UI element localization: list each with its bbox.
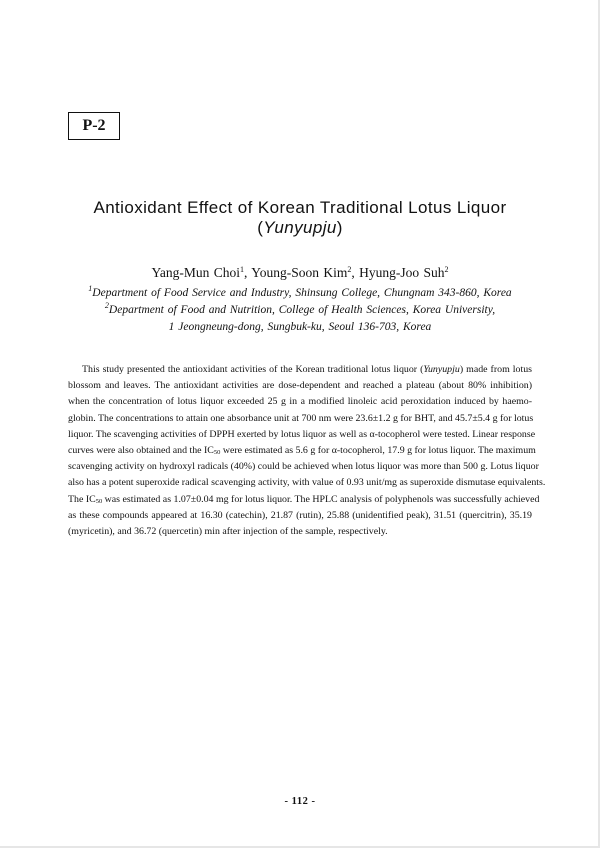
author-affil-mark: 1	[240, 265, 245, 274]
abstract-line	[68, 362, 532, 378]
abstract-line	[68, 443, 536, 459]
poster-label-text: P-2	[82, 117, 106, 134]
abstract-line: liquor. The scavenging activities of DPPH exerted by lotus liquor as well as α-tocopherol were tested. Linear response	[68, 428, 536, 440]
abstract-subscript: 50	[213, 449, 221, 457]
title-sub: Yunyupju	[263, 218, 337, 237]
abstract-line: globin. The concentrations to attain one absorbance unit at 700 nm were 23.6±1.2 g for BHT, and 45.7±5.4 g for lotus	[68, 412, 534, 424]
author-affil-mark: 2	[444, 265, 449, 274]
author-name: Young-Soon Kim	[251, 265, 348, 280]
paper-title	[0, 198, 600, 238]
affiliation-2-address	[0, 320, 600, 334]
page-number: - 112 -	[284, 796, 316, 807]
author-list	[0, 265, 600, 281]
abstract-text: curves were also obtained and the IC	[68, 445, 214, 457]
author-affil-mark: 2	[347, 265, 352, 274]
author-name: Hyung-Joo Suh	[359, 265, 445, 280]
author-separator: ,	[244, 265, 252, 280]
title-paren-close: )	[336, 218, 343, 237]
author-separator: ,	[351, 265, 360, 280]
abstract-text: ) made from lotus	[459, 364, 532, 375]
abstract-text: was estimated as 1.07±0.04 mg for lotus liquor. The HPLC analysis of polyphenols was successfully achieved	[102, 493, 540, 505]
abstract-text: This study presented the antioxidant activities of the Korean traditional lotus liquor (	[82, 364, 424, 375]
affiliation-2	[0, 303, 600, 317]
poster-label	[68, 112, 120, 140]
title-paren-open: (	[257, 218, 264, 237]
abstract-line: when the concentration of lotus liquor exceeded 25 g in a modified linoleic acid peroxidation induced by haemo-	[68, 396, 532, 408]
abstract-line: as these compounds appeared at 16.30 (catechin), 21.87 (rutin), 25.88 (unidentified peak), 31.51 (quercitrin), 35.19	[68, 509, 532, 521]
abstract-line: scavenging activity on hydroxyl radicals (40%) could be achieved when lotus liquor was more than 500 g. Lotus liquor	[68, 461, 539, 473]
author-name: Yang-Mun Choi	[151, 265, 241, 280]
abstract-subscript: 50	[95, 497, 103, 505]
abstract-line	[68, 492, 540, 508]
abstract-text: were estimated as 5.6 g for α-tocopherol, 17.9 g for lotus liquor. The maximum	[220, 445, 536, 457]
affiliation-text: 1 Jeongneung-dong, Sungbuk-ku, Seoul 136-703, Korea	[168, 321, 432, 333]
abstract-italic-term: Yunyupju	[423, 364, 460, 375]
abstract-line: also has a potent superoxide radical scavenging activity, with value of 0.93 unit/mg as superoxide dismutase equivalents.	[68, 477, 546, 489]
title-subtitle	[0, 218, 600, 238]
affiliation-text: Department of Food and Nutrition, College of Health Sciences, Korea University,	[108, 304, 496, 316]
abstract-text: The IC	[68, 493, 96, 505]
affiliation-text: Department of Food Service and Industry, Shinsung College, Chungnam 343-860, Korea	[92, 287, 512, 299]
affiliation-mark: 1	[88, 284, 93, 293]
title-main: Antioxidant Effect of Korean Traditional Lotus Liquor	[93, 198, 507, 217]
abstract	[68, 362, 546, 540]
abstract-line: blossom and leaves. The antioxidant activities are dose-dependent and reached a plateau (about 80% inhibition)	[68, 380, 532, 392]
affiliation-mark: 2	[104, 301, 109, 310]
affiliation-1	[0, 286, 600, 300]
abstract-line: (myricetin), and 36.72 (quercetin) min after injection of the sample, respectively.	[68, 526, 388, 538]
